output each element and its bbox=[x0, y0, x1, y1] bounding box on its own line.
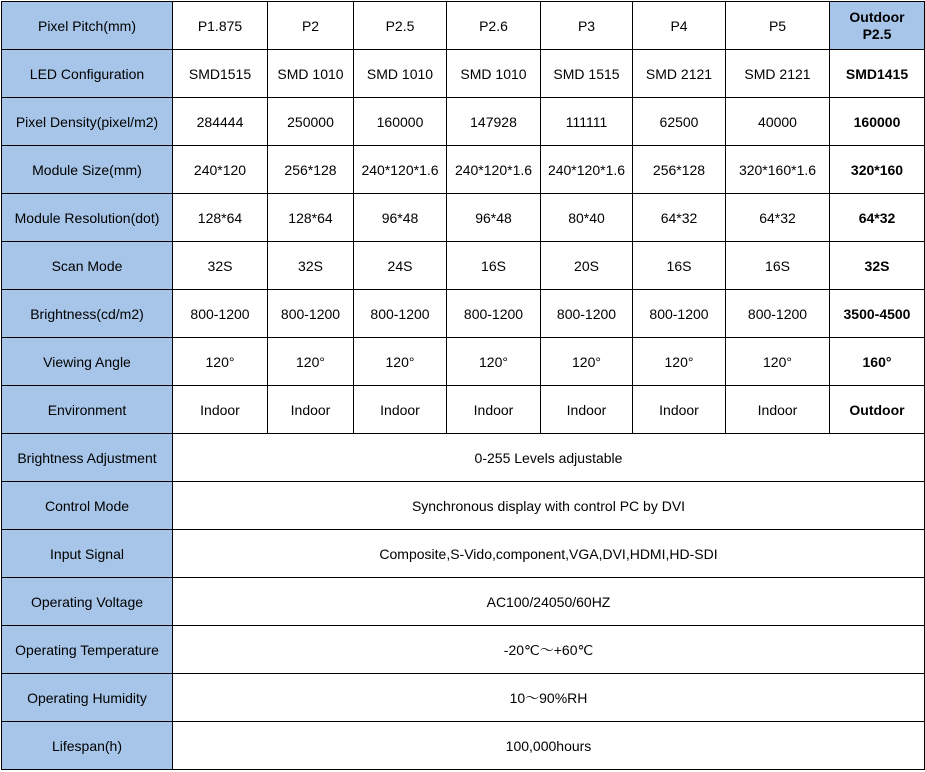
spec-value: 800-1200 bbox=[726, 290, 830, 338]
spec-value: 800-1200 bbox=[633, 290, 726, 338]
model-header: P2.5 bbox=[354, 2, 447, 50]
spec-table bbox=[1, 1, 925, 770]
spec-value: 111111 bbox=[541, 98, 633, 146]
highlight-header-line2: P2.5 bbox=[862, 25, 892, 42]
spec-row bbox=[2, 386, 925, 434]
spec-value: 32S bbox=[173, 242, 268, 290]
spec-value: 800-1200 bbox=[173, 290, 268, 338]
row-label: Pixel Density(pixel/m2) bbox=[2, 98, 173, 146]
common-value: 10～90%RH bbox=[173, 674, 925, 722]
spec-value: Indoor bbox=[268, 386, 354, 434]
spec-value: Indoor bbox=[541, 386, 633, 434]
spec-row bbox=[2, 194, 925, 242]
spec-value: 240*120*1.6 bbox=[447, 146, 541, 194]
highlight-value: 320*160 bbox=[830, 146, 925, 194]
row-label: Module Size(mm) bbox=[2, 146, 173, 194]
common-spec-row bbox=[2, 722, 925, 770]
spec-row bbox=[2, 98, 925, 146]
highlight-value: 64*32 bbox=[830, 194, 925, 242]
spec-value: 80*40 bbox=[541, 194, 633, 242]
spec-row bbox=[2, 242, 925, 290]
spec-value: Indoor bbox=[726, 386, 830, 434]
row-label: Viewing Angle bbox=[2, 338, 173, 386]
common-value: -20℃～+60℃ bbox=[173, 626, 925, 674]
row-label: Operating Temperature bbox=[2, 626, 173, 674]
spec-value: 284444 bbox=[173, 98, 268, 146]
row-label: Operating Humidity bbox=[2, 674, 173, 722]
spec-value: 128*64 bbox=[268, 194, 354, 242]
spec-value: 256*128 bbox=[268, 146, 354, 194]
highlight-model-header bbox=[830, 2, 925, 50]
highlight-value: SMD1415 bbox=[830, 50, 925, 98]
spec-row bbox=[2, 50, 925, 98]
highlight-value: Outdoor bbox=[830, 386, 925, 434]
row-label: Input Signal bbox=[2, 530, 173, 578]
model-header: P5 bbox=[726, 2, 830, 50]
spec-value: 120° bbox=[173, 338, 268, 386]
common-spec-row bbox=[2, 482, 925, 530]
spec-value: SMD 1515 bbox=[541, 50, 633, 98]
row-label: Module Resolution(dot) bbox=[2, 194, 173, 242]
highlight-value: 160° bbox=[830, 338, 925, 386]
spec-value: 120° bbox=[268, 338, 354, 386]
common-value: Composite,S-Vido,component,VGA,DVI,HDMI,HD-SDI bbox=[173, 530, 925, 578]
spec-value: 32S bbox=[268, 242, 354, 290]
spec-value: 128*64 bbox=[173, 194, 268, 242]
model-header: P2.6 bbox=[447, 2, 541, 50]
model-header: P1.875 bbox=[173, 2, 268, 50]
highlight-header-line1: Outdoor bbox=[849, 8, 905, 25]
row-label: Brightness Adjustment bbox=[2, 434, 173, 482]
model-header: P3 bbox=[541, 2, 633, 50]
spec-row bbox=[2, 338, 925, 386]
spec-value: 16S bbox=[633, 242, 726, 290]
spec-table-body bbox=[2, 2, 925, 770]
row-label: Scan Mode bbox=[2, 242, 173, 290]
header-label: Pixel Pitch(mm) bbox=[2, 2, 173, 50]
row-label: Lifespan(h) bbox=[2, 722, 173, 770]
spec-value: 240*120*1.6 bbox=[541, 146, 633, 194]
common-spec-row bbox=[2, 530, 925, 578]
common-spec-row bbox=[2, 626, 925, 674]
spec-value: 320*160*1.6 bbox=[726, 146, 830, 194]
spec-value: 40000 bbox=[726, 98, 830, 146]
spec-value: 120° bbox=[633, 338, 726, 386]
spec-value: Indoor bbox=[633, 386, 726, 434]
model-header: P4 bbox=[633, 2, 726, 50]
spec-value: SMD 1010 bbox=[447, 50, 541, 98]
spec-value: SMD 1010 bbox=[354, 50, 447, 98]
spec-value: 800-1200 bbox=[447, 290, 541, 338]
spec-value: 96*48 bbox=[354, 194, 447, 242]
row-label: Control Mode bbox=[2, 482, 173, 530]
model-header: P2 bbox=[268, 2, 354, 50]
spec-value: SMD1515 bbox=[173, 50, 268, 98]
header-row bbox=[2, 2, 925, 50]
common-value: Synchronous display with control PC by DVI bbox=[173, 482, 925, 530]
spec-value: 800-1200 bbox=[541, 290, 633, 338]
row-label: Environment bbox=[2, 386, 173, 434]
spec-value: 62500 bbox=[633, 98, 726, 146]
highlight-value: 3500-4500 bbox=[830, 290, 925, 338]
spec-value: 16S bbox=[726, 242, 830, 290]
spec-value: 800-1200 bbox=[268, 290, 354, 338]
common-value: 100,000hours bbox=[173, 722, 925, 770]
highlight-value: 160000 bbox=[830, 98, 925, 146]
common-value: AC100/24050/60HZ bbox=[173, 578, 925, 626]
spec-value: 120° bbox=[447, 338, 541, 386]
spec-value: Indoor bbox=[447, 386, 541, 434]
spec-value: 160000 bbox=[354, 98, 447, 146]
spec-value: 20S bbox=[541, 242, 633, 290]
row-label: LED Configuration bbox=[2, 50, 173, 98]
spec-row bbox=[2, 290, 925, 338]
spec-value: 240*120 bbox=[173, 146, 268, 194]
common-spec-row bbox=[2, 578, 925, 626]
row-label: Operating Voltage bbox=[2, 578, 173, 626]
spec-value: 16S bbox=[447, 242, 541, 290]
spec-value: 120° bbox=[726, 338, 830, 386]
spec-value: 256*128 bbox=[633, 146, 726, 194]
spec-value: 120° bbox=[354, 338, 447, 386]
highlight-value: 32S bbox=[830, 242, 925, 290]
spec-value: SMD 2121 bbox=[726, 50, 830, 98]
spec-value: 250000 bbox=[268, 98, 354, 146]
spec-value: 64*32 bbox=[726, 194, 830, 242]
spec-value: SMD 2121 bbox=[633, 50, 726, 98]
common-spec-row bbox=[2, 434, 925, 482]
spec-value: 147928 bbox=[447, 98, 541, 146]
common-value: 0-255 Levels adjustable bbox=[173, 434, 925, 482]
common-spec-row bbox=[2, 674, 925, 722]
spec-value: 800-1200 bbox=[354, 290, 447, 338]
row-label: Brightness(cd/m2) bbox=[2, 290, 173, 338]
spec-value: Indoor bbox=[354, 386, 447, 434]
spec-value: 120° bbox=[541, 338, 633, 386]
spec-value: 240*120*1.6 bbox=[354, 146, 447, 194]
spec-row bbox=[2, 146, 925, 194]
spec-value: 96*48 bbox=[447, 194, 541, 242]
spec-value: Indoor bbox=[173, 386, 268, 434]
spec-value: 64*32 bbox=[633, 194, 726, 242]
spec-value: SMD 1010 bbox=[268, 50, 354, 98]
spec-value: 24S bbox=[354, 242, 447, 290]
